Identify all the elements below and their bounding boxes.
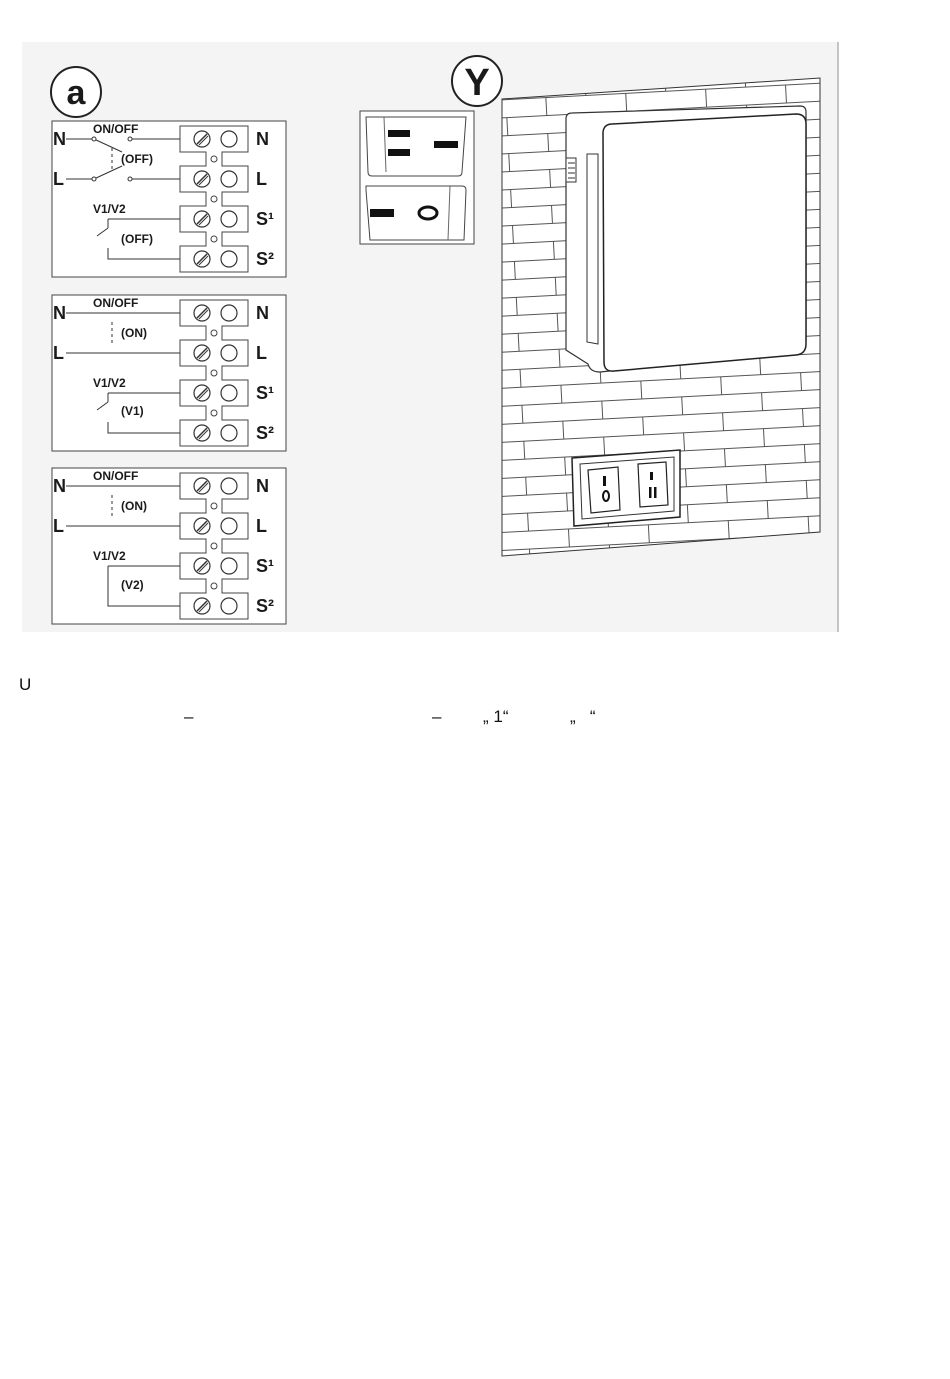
switch-detail (360, 111, 474, 244)
terminal-label-3: S¹ (256, 209, 274, 229)
left-label-n: N (53, 129, 66, 149)
terminal-label-4: S² (256, 423, 274, 443)
panel-a-label: a (66, 74, 86, 112)
wall-illustration (502, 78, 820, 556)
terminal-label-1: N (256, 129, 269, 149)
switch-state: (ON) (121, 499, 147, 513)
speed-label: V1/V2 (93, 376, 126, 390)
installation-figure (0, 0, 950, 660)
caption-quote-2: „ “ (570, 707, 596, 726)
caption-dash-2: – (432, 707, 442, 726)
panel-y-badge (452, 56, 502, 106)
switch-state: (OFF) (121, 152, 153, 166)
speed-state: (V1) (121, 404, 144, 418)
terminal-label-4: S² (256, 596, 274, 616)
wiring-diagram-1 (52, 121, 286, 277)
terminal-label-1: N (256, 303, 269, 323)
speed-1-mark-icon (388, 130, 410, 137)
left-label-n: N (53, 303, 66, 323)
left-label-l: L (53, 516, 64, 536)
terminal-label-3: S¹ (256, 383, 274, 403)
terminal-label-2: L (256, 516, 267, 536)
wiring-diagram-3 (52, 468, 286, 624)
speed-state: (V2) (121, 578, 144, 592)
speed-state: (OFF) (121, 232, 153, 246)
terminal-label-2: L (256, 169, 267, 189)
caption-line-1: U (19, 675, 32, 694)
panel-y-label: Y (464, 62, 490, 104)
terminal-label-1: N (256, 476, 269, 496)
terminal-label-3: S¹ (256, 556, 274, 576)
switch-label: ON/OFF (93, 469, 139, 483)
left-label-l: L (53, 169, 64, 189)
switch-label: ON/OFF (93, 296, 139, 310)
wiring-diagram-2 (52, 295, 286, 451)
left-label-n: N (53, 476, 66, 496)
switch-state: (ON) (121, 326, 147, 340)
switch-label: ON/OFF (93, 122, 139, 136)
terminal-label-2: L (256, 343, 267, 363)
caption-dash-1: – (184, 707, 194, 726)
caption-quote-1: „ 1“ (483, 707, 509, 726)
speed-label: V1/V2 (93, 549, 126, 563)
speed-2-mark-icon (434, 141, 458, 148)
speed-label: V1/V2 (93, 202, 126, 216)
on-mark-icon (370, 209, 394, 217)
left-label-l: L (53, 343, 64, 363)
terminal-label-4: S² (256, 249, 274, 269)
panel-a-badge (51, 67, 101, 117)
